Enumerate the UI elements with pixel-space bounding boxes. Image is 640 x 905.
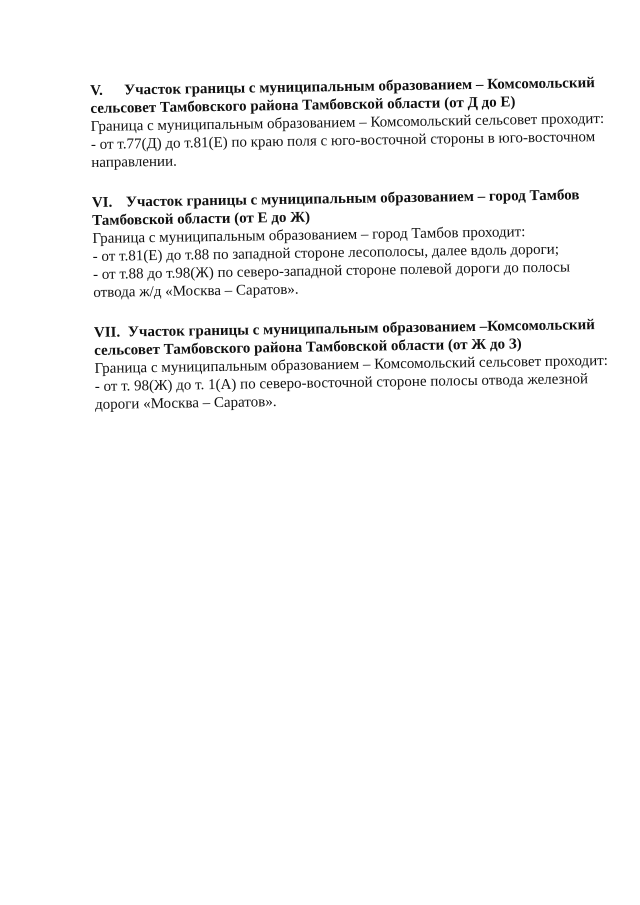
section-paragraph: - от т.88 до т.98(Ж) по северо-западной стороне полевой дороги до полосы отвода ж/д «Москва – Саратов». — [92, 259, 571, 301]
section-title: Участок границы с муниципальным образованием –Комсомольский сельсовет Тамбовского района Тамбовской области (от Ж до З) — [94, 317, 595, 359]
section-paragraph: - от т. 98(Ж) до т. 1(А) по северо-восточной стороне полосы отвода железной дороги «Москва – Саратов». — [94, 371, 589, 413]
section-title: Участок границы с муниципальным образованием – город Тамбов Тамбовской области (от Е до Ж) — [92, 187, 580, 229]
section-paragraph: Граница с муниципальным образованием – Комсомольский сельсовет проходит: — [90, 110, 605, 135]
section-number: V. — [90, 82, 103, 99]
section-title: Участок границы с муниципальным образованием – Комсомольский сельсовет Тамбовского района Тамбовской области (от Д до Е) — [90, 75, 595, 117]
section-v — [90, 74, 611, 172]
section-vii — [94, 316, 615, 414]
document-content — [90, 74, 615, 436]
section-paragraph: - от т.77(Д) до т.81(Е) по краю поля с юго-восточной стороны в юго-восточном направлении. — [90, 129, 596, 171]
section-vi — [92, 186, 614, 302]
section-paragraph: Граница с муниципальным образованием – город Тамбов проходит: — [92, 224, 526, 247]
section-paragraph: - от т.81(Е) до т.88 по западной стороне лесополосы, далее вдоль дороги; — [92, 241, 560, 265]
section-number: VII. — [93, 324, 121, 341]
section-number: VI. — [91, 194, 113, 211]
section-paragraph: Граница с муниципальным образованием – Комсомольский сельсовет проходит: — [94, 352, 609, 377]
